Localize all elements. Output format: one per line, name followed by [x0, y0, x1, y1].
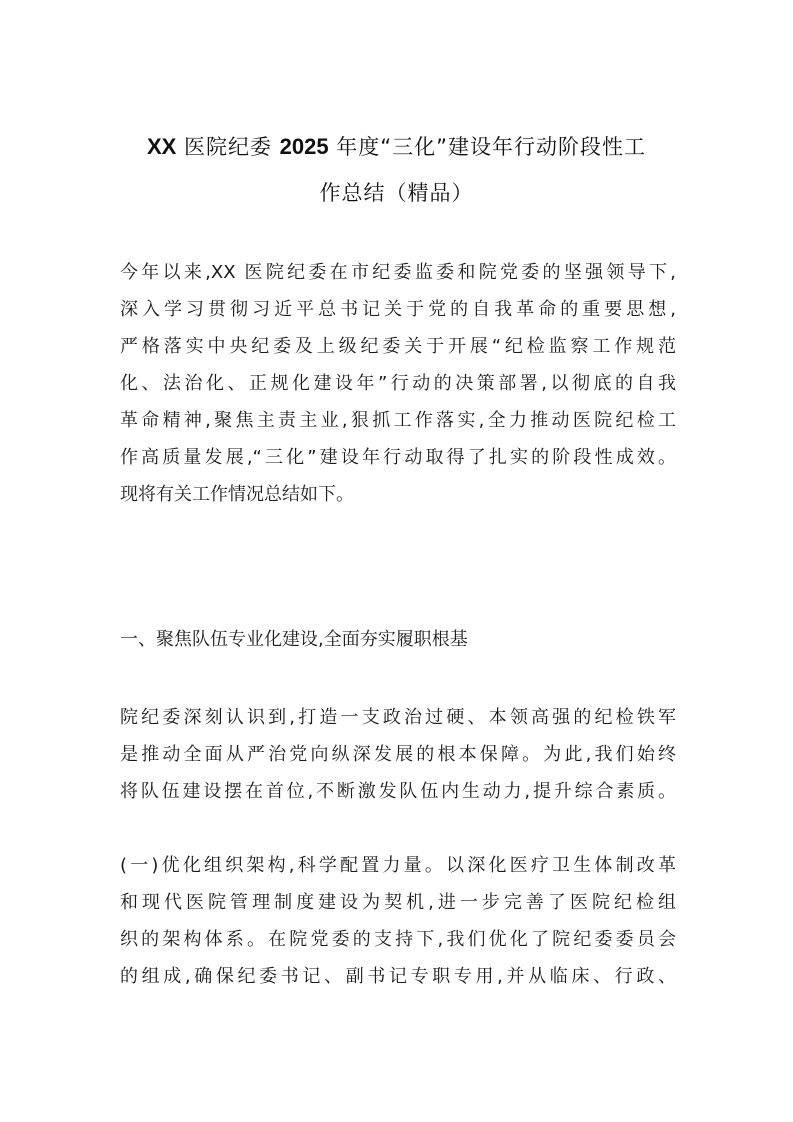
paragraph-line: 作高质量发展,“三化”建设年行动取得了扎实的阶段性成效。: [120, 447, 676, 468]
document-title: [100, 124, 693, 216]
paragraph-line: 深入学习贯彻习近平总书记关于党的自我革命的重要思想,: [120, 299, 676, 320]
title-line-1: [100, 124, 693, 170]
paragraph-line: 织的架构体系。在院党委的支持下,我们优化了院纪委委员会: [120, 929, 676, 950]
section-1-intro-paragraph: [120, 699, 676, 810]
title-year: 2025: [279, 134, 329, 159]
paragraph-line: 革命精神,聚焦主责主业,狠抓工作落实,全力推动医院纪检工: [120, 410, 676, 431]
paragraph-line: (一)优化组织架构,科学配置力量。以深化医疗卫生体制改革: [120, 855, 676, 876]
title-org-name: 医院纪委: [176, 135, 280, 159]
title-org-prefix: XX: [146, 134, 177, 159]
paragraph-line: 严格落实中央纪委及上级纪委关于开展“纪检监察工作规范: [120, 336, 676, 357]
paragraph-line: 的组成,确保纪委书记、副书记专职专用,并从临床、行政、: [120, 966, 676, 987]
title-rest: 年度“三化”建设年行动阶段性工: [328, 135, 647, 159]
section-1-heading: 一、聚焦队伍专业化建设,全面夯实履职根基: [120, 629, 468, 650]
paragraph-line: 是推动全面从严治党向纵深发展的根本保障。为此,我们始终: [120, 744, 676, 765]
paragraph-line: 现将有关工作情况总结如下。: [120, 484, 354, 505]
subsection-1-paragraph: [120, 847, 676, 995]
paragraph-line: 和现代医院管理制度建设为契机,进一步完善了医院纪检组: [120, 892, 676, 913]
section-1-heading-block: [120, 621, 676, 658]
paragraph-line: 化、法治化、正规化建设年”行动的决策部署,以彻底的自我: [120, 373, 676, 394]
intro-paragraph: [120, 254, 676, 513]
paragraph-line: 今年以来,XX 医院纪委在市纪委监委和院党委的坚强领导下,: [120, 262, 676, 283]
paragraph-line: 院纪委深刻认识到,打造一支政治过硬、本领高强的纪检铁军: [120, 707, 676, 728]
title-line-2: 作总结（精品）: [319, 181, 474, 205]
paragraph-line: 将队伍建设摆在首位,不断激发队伍内生动力,提升综合素质。: [120, 781, 676, 802]
